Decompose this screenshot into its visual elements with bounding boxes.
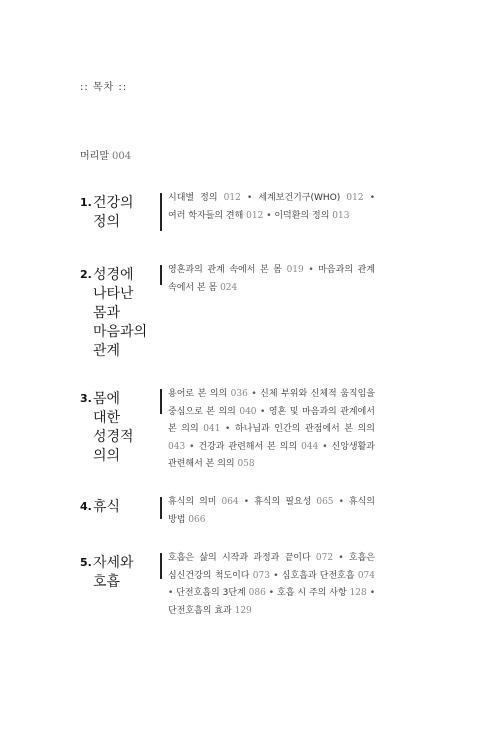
entry-text: 건강과 관련해서 본 의의	[198, 441, 302, 452]
entry-page: 074	[357, 570, 375, 581]
chapter-title-line: 관계	[93, 343, 121, 359]
chapter-divider	[160, 497, 162, 519]
entry-text: 세계보건기구(WHO)	[258, 193, 347, 203]
entry-text: 신앙생활과 관련해서 본 의의	[168, 441, 375, 469]
entry-text: 휴식의 방법	[168, 497, 375, 525]
chapter-title-line: 나타난	[93, 286, 134, 302]
chapter-number: 3.	[80, 392, 92, 405]
chapter-entries	[168, 262, 375, 297]
chapter-number: 5.	[80, 556, 92, 569]
chapter-title-line: 성경적	[93, 429, 134, 445]
entry-page: 012	[346, 193, 364, 203]
chapter-title-line: 몸에	[93, 391, 121, 407]
preface-label: 머리말	[80, 151, 109, 162]
chapter-divider	[160, 553, 162, 579]
entry-page: 065	[316, 497, 334, 507]
bullet-separator: •	[185, 441, 199, 452]
entry-text: 휴식의 의미	[168, 497, 222, 507]
entry-page: 012	[223, 193, 241, 203]
entry-text: 영혼 및 마음과의 관계에서 본 의의	[168, 406, 375, 434]
chapter-divider	[160, 389, 162, 414]
entry-page: 043	[168, 441, 186, 452]
bullet-separator: •	[366, 588, 375, 598]
bullet-separator: •	[269, 570, 282, 581]
entry-page: 013	[332, 210, 350, 221]
chapter-title-line: 호흡	[93, 574, 121, 590]
chapter-number: 4.	[80, 500, 92, 513]
entry-page: 019	[286, 265, 304, 275]
entry-page: 064	[221, 497, 239, 507]
chapter-entries	[168, 190, 375, 225]
chapter-title	[93, 266, 147, 361]
entry-text: 호흡 시 주의 사항	[277, 588, 350, 598]
chapter-entries	[168, 386, 375, 474]
entry-text: 영혼과의 관계 속에서 본 몸	[168, 265, 287, 275]
chapter-title-line: 휴식	[93, 499, 121, 515]
bullet-separator: •	[256, 406, 269, 417]
entry-text: 휴식의 필요성	[254, 497, 317, 507]
entry-page: 012	[246, 210, 264, 221]
entry-text: 시대별 정의	[168, 193, 224, 203]
entry-page: 086	[248, 588, 266, 598]
entry-text: 용어로 본 의의	[168, 389, 231, 399]
entry-text: 이덕환의 정의	[274, 210, 333, 221]
entry-page: 044	[301, 441, 319, 452]
chapter-title-line: 정의	[93, 214, 121, 230]
chapter-title	[93, 194, 134, 232]
entry-text: 단전호흡의 3단계	[176, 588, 249, 598]
chapter-divider	[160, 265, 162, 285]
entry-text: 심호흡과 단전호흡	[281, 570, 358, 581]
entry-text: 단전호흡의 효과	[168, 605, 235, 616]
entry-page: 073	[252, 570, 270, 581]
bullet-separator: •	[168, 588, 177, 598]
entry-text: 신체 부위와 신체적 움직임을 중심으로 본 의의	[168, 389, 375, 417]
chapter-title-line: 대한	[93, 410, 121, 426]
chapter-title	[93, 390, 134, 466]
bullet-separator: •	[303, 265, 319, 275]
entry-page: 129	[234, 605, 252, 616]
entry-page: 040	[239, 406, 257, 417]
entry-page: 058	[237, 459, 255, 469]
bullet-separator: •	[220, 424, 235, 434]
entry-page: 024	[220, 282, 238, 293]
bullet-separator: •	[247, 389, 261, 399]
chapter-title-line: 자세와	[93, 555, 134, 571]
chapter-number: 2.	[80, 268, 92, 281]
entry-text: 여러 학자들의 견해	[168, 210, 247, 221]
entry-page: 072	[315, 553, 334, 563]
bullet-separator: •	[318, 441, 332, 452]
bullet-separator: •	[333, 497, 349, 507]
bullet-separator: •	[238, 497, 255, 507]
bullet-separator: •	[363, 193, 375, 203]
entry-page: 128	[349, 588, 367, 598]
bullet-separator: •	[263, 210, 275, 221]
entry-page: 041	[203, 424, 221, 434]
entry-text: 호흡은 심신건강의 척도이다	[168, 553, 375, 581]
chapter-entries	[168, 494, 375, 529]
bullet-separator: •	[265, 588, 278, 598]
bullet-separator: •	[333, 553, 349, 563]
chapter-title	[93, 554, 134, 592]
entry-text: 하나님과 인간의 관점에서 본 의의	[234, 424, 375, 434]
chapter-title	[93, 498, 120, 517]
toc-header: :: 목차 ::	[80, 82, 128, 93]
chapter-title-line: 성경에	[93, 267, 134, 283]
entry-page: 036	[230, 389, 248, 399]
entry-page: 066	[188, 514, 206, 525]
chapter-title-line: 의의	[93, 448, 121, 464]
chapter-number: 1.	[80, 196, 92, 209]
chapter-entries	[168, 550, 375, 620]
bullet-separator: •	[240, 193, 259, 203]
preface-entry[interactable]	[80, 147, 131, 162]
entry-text: 호흡은 삶의 시작과 과정과 끝이다	[168, 553, 316, 563]
preface-page: 004	[111, 151, 132, 162]
chapter-title-line: 건강의	[93, 195, 134, 211]
chapter-divider	[160, 193, 162, 231]
chapter-title-line: 마음과의	[93, 324, 148, 340]
chapter-title-line: 몸과	[93, 305, 121, 321]
entry-text: 마음과의 관계 속에서 본 몸	[168, 265, 375, 293]
